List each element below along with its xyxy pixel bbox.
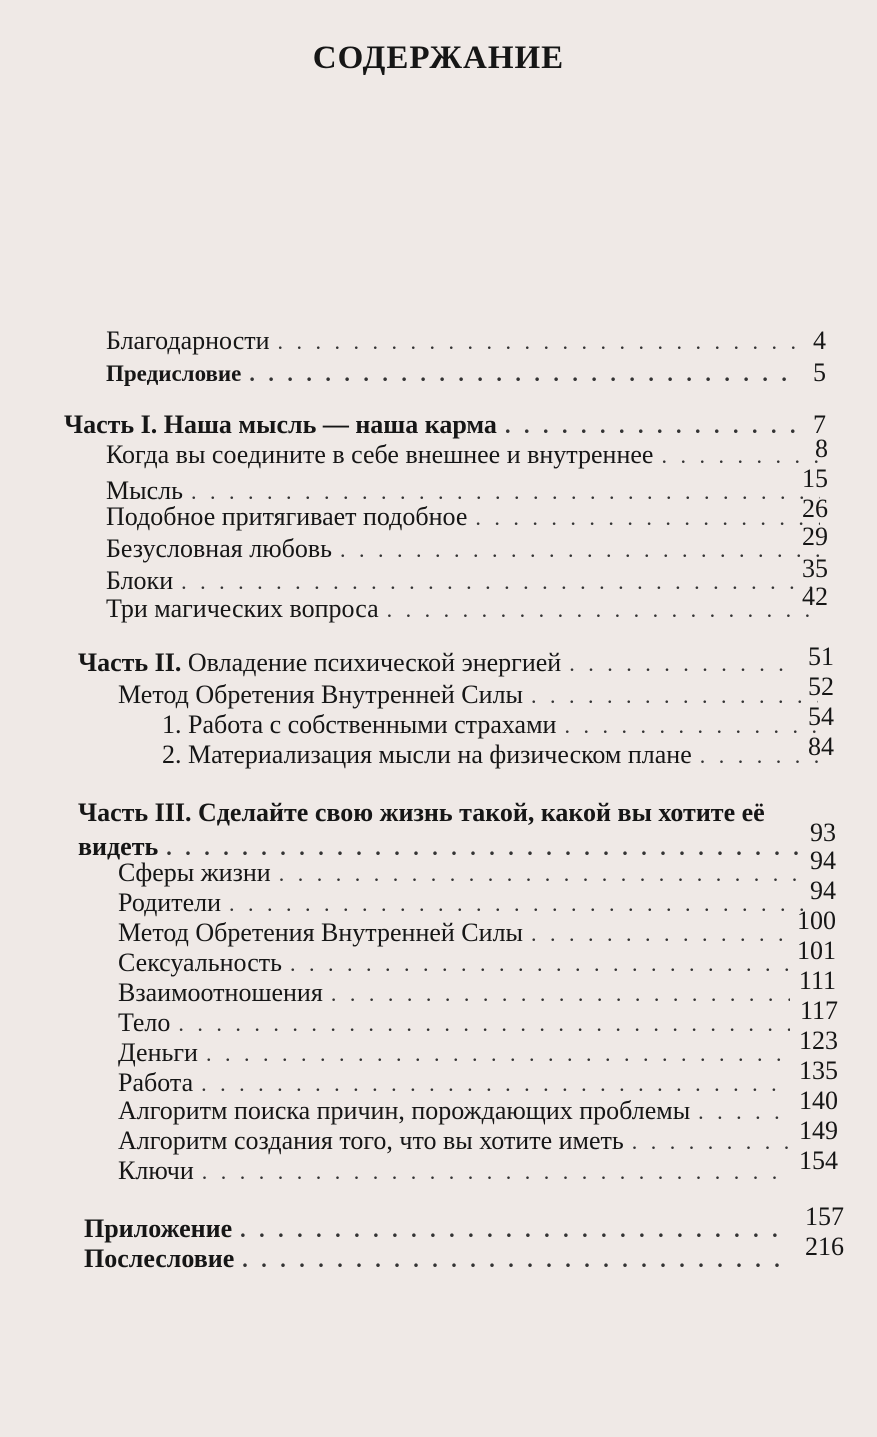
toc-entry-page: 123 — [799, 1026, 838, 1055]
toc-entry — [118, 978, 798, 1009]
toc-entry — [118, 888, 818, 919]
toc-entry-label: Работа — [118, 1068, 194, 1097]
toc-entry — [118, 858, 818, 889]
toc-appendix — [84, 1214, 798, 1245]
toc-entry-page: 42 — [802, 582, 828, 611]
toc-entry-page: 26 — [802, 494, 828, 523]
toc-entry-page: 154 — [799, 1146, 838, 1175]
toc-entry-page: 216 — [805, 1232, 844, 1261]
leader-dots — [505, 411, 798, 441]
toc-entry-page: 52 — [808, 672, 834, 701]
toc-entry — [106, 502, 828, 533]
toc-part-3-title: Часть III. Сделайте свою жизнь такой, какой вы хотите её — [78, 798, 765, 827]
toc-entry-label: Часть I. Наша мысль — наша карма — [64, 410, 497, 439]
toc-entry-page: 7 — [813, 410, 826, 439]
toc-entry-page: 135 — [799, 1056, 838, 1085]
leader-dots — [279, 859, 810, 889]
toc-entry-label: Овладение психической энергией — [187, 648, 562, 677]
leader-dots — [331, 979, 790, 1009]
toc-part-prefix: Часть II. — [78, 648, 182, 677]
toc-entry-label: Безусловная любовь — [106, 534, 332, 563]
toc-entry-label: видеть — [78, 832, 159, 861]
toc-entry-page: 93 — [810, 818, 836, 847]
leader-dots — [569, 649, 792, 679]
leader-dots — [632, 1127, 790, 1157]
toc-entry-page: 157 — [805, 1202, 844, 1231]
leader-dots — [531, 919, 790, 949]
leader-dots — [206, 1039, 790, 1069]
toc-entry-page: 111 — [798, 966, 836, 995]
toc-entry-page: 5 — [813, 358, 826, 387]
toc-entry-acknowledgements — [106, 326, 826, 357]
toc-entry-page: 4 — [813, 326, 826, 355]
toc-entry — [118, 1126, 798, 1157]
toc-entry-label: Благодарности — [106, 326, 270, 355]
leader-dots — [240, 1215, 790, 1245]
toc-entry-page: 101 — [797, 936, 836, 965]
toc-entry — [106, 440, 828, 471]
leader-dots — [249, 359, 798, 389]
toc-entry-label: Мысль — [106, 476, 183, 505]
toc-entry — [118, 1038, 798, 1069]
toc-entry-page: 84 — [808, 732, 834, 761]
toc-entry-label: Сексуальность — [118, 948, 282, 977]
leader-dots — [229, 889, 810, 919]
leader-dots — [290, 949, 790, 979]
toc-entry-label: Ключи — [118, 1156, 194, 1185]
toc-entry-label: Алгоритм создания того, что вы хотите иметь — [118, 1126, 624, 1155]
toc-entry-label: 1. Работа с собственными страхами — [162, 710, 557, 739]
toc-entry-label: Взаимоотношения — [118, 978, 323, 1007]
leader-dots — [202, 1157, 790, 1187]
toc-entry — [118, 680, 826, 711]
toc-entry-page: 8 — [815, 434, 828, 463]
leader-dots — [242, 1245, 790, 1275]
toc-entry — [118, 1096, 798, 1127]
toc-entry — [118, 948, 798, 979]
toc-entry-page: 15 — [802, 464, 828, 493]
toc-entry — [106, 594, 828, 625]
toc-entry-preface — [106, 358, 826, 389]
leader-dots — [387, 595, 820, 625]
toc-entry-page: 54 — [808, 702, 834, 731]
toc-entry-label: Послесловие — [84, 1244, 235, 1273]
toc-entry-label: 2. Материализация мысли на физическом плане — [162, 740, 692, 769]
toc-entry-page: 149 — [799, 1116, 838, 1145]
toc-entry-label: Тело — [118, 1008, 171, 1037]
leader-dots — [178, 1009, 790, 1039]
leader-dots — [698, 1097, 790, 1127]
toc-entry-label: Приложение — [84, 1214, 233, 1243]
toc-entry-label: Алгоритм поиска причин, порождающих проблемы — [118, 1096, 691, 1125]
toc-entry-page: 140 — [799, 1086, 838, 1115]
toc-entry-label: Блоки — [106, 566, 174, 595]
toc-entry-page: 117 — [799, 996, 838, 1025]
toc-entry-label: Сферы жизни — [118, 858, 271, 887]
toc-entry-label: Метод Обретения Внутренней Силы — [118, 680, 524, 709]
toc-entry-page: 51 — [808, 642, 834, 671]
toc-entry-label: Деньги — [118, 1038, 198, 1067]
toc-entry — [162, 710, 826, 741]
leader-dots — [201, 1069, 790, 1099]
toc-entry-page: 94 — [810, 876, 836, 905]
toc-entry — [106, 566, 828, 597]
toc-entry-label: Предисловие — [106, 361, 242, 386]
toc-entry — [118, 1068, 798, 1099]
toc-entry — [118, 1156, 798, 1187]
toc-afterword — [84, 1244, 798, 1275]
leader-dots — [278, 327, 798, 357]
toc-entry — [118, 1008, 798, 1039]
toc-part-1 — [64, 410, 826, 441]
toc-entry — [118, 918, 798, 949]
toc-entry — [162, 740, 826, 771]
toc-part-2 — [78, 648, 800, 679]
leader-dots — [181, 567, 820, 597]
toc-entry-label: Подобное притягивает подобное — [106, 502, 468, 531]
toc-entry-label: Три магических вопроса — [106, 594, 379, 623]
toc-entry-page: 35 — [802, 554, 828, 583]
toc-entry-page: 29 — [802, 522, 828, 551]
toc-entry-page: 94 — [810, 846, 836, 875]
toc-entry-label: Родители — [118, 888, 221, 917]
toc-entry-label: Когда вы соедините в себе внешнее и внутреннее — [106, 440, 654, 469]
toc-entry-page: 100 — [797, 906, 836, 935]
toc-entry-label: Метод Обретения Внутренней Силы — [118, 918, 524, 947]
leader-dots — [340, 535, 820, 565]
toc-entry — [106, 534, 828, 565]
page-title: СОДЕРЖАНИЕ — [312, 40, 565, 76]
